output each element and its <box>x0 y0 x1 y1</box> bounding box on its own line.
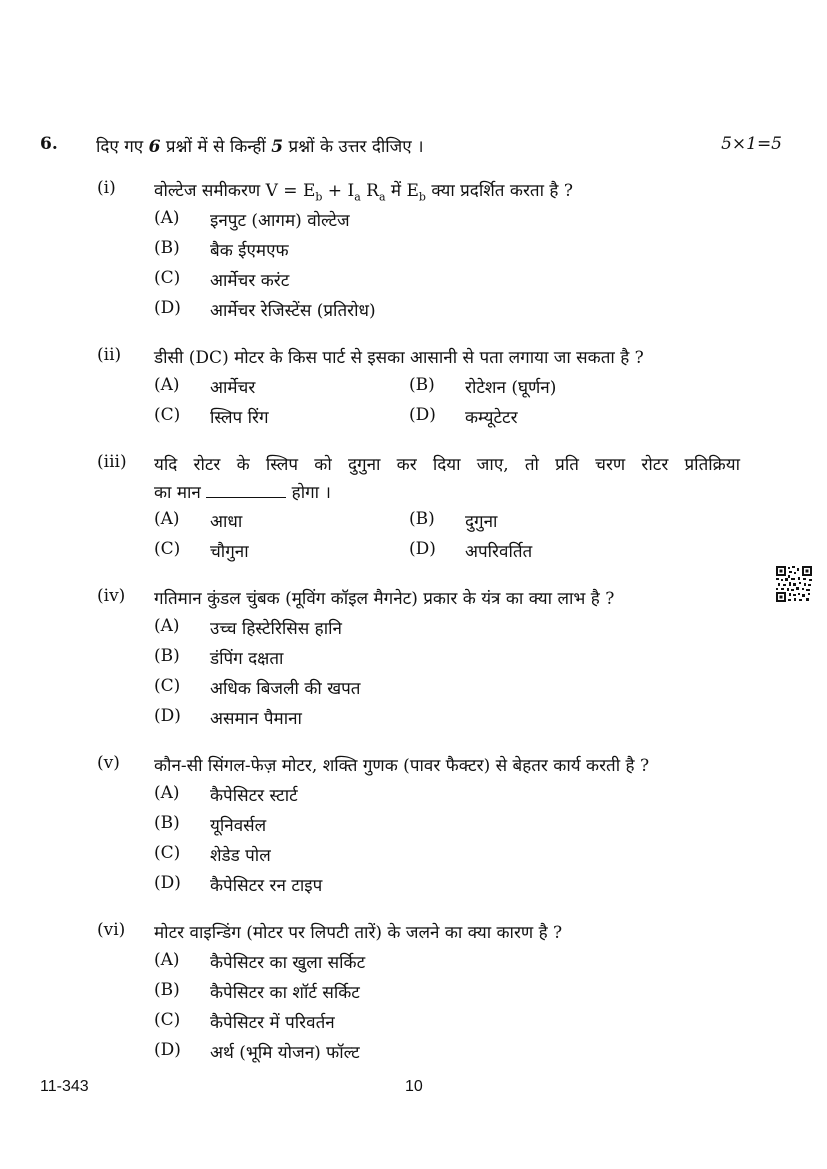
sub-question-text: डीसी (DC) मोटर के किस पार्ट से इसका आसानी से पता लगाया जा सकता है ? <box>154 348 644 368</box>
question-instruction: दिए गए 6 प्रश्नों में से किन्हीं 5 प्रश्नों के उत्तर दीजिए । <box>96 137 424 157</box>
paper-code: 11-343 <box>40 1078 89 1095</box>
sub-question-label: (iv) <box>97 586 126 606</box>
question-number: 6. <box>40 134 58 154</box>
sub-question-text: गतिमान कुंडल चुंबक (मूविंग कॉइल मैगनेट) प्रकार के यंत्र का क्या लाभ है ? <box>154 589 615 609</box>
answer-blank <box>206 497 286 498</box>
sub-question-label: (v) <box>97 753 120 773</box>
sub-question-text: यदि रोटर के स्लिप को दुगुना कर दिया जाए, तो प्रति चरण रोटर प्रतिक्रिया <box>154 455 740 475</box>
sub-question-label: (ii) <box>97 345 122 365</box>
sub-question-label: (vi) <box>97 920 126 940</box>
sub-question-text: मोटर वाइन्डिंग (मोटर पर लिपटी तारें) के जलने का क्या कारण है ? <box>154 923 563 943</box>
sub-question-text: वोल्टेज समीकरण $V = E_b + I_a$ $R_a$ में $E_b$ क्या प्रदर्शित करता है ? <box>154 181 573 204</box>
qr-code-icon <box>776 566 812 602</box>
page-number: 10 <box>405 1078 423 1095</box>
sub-question-label: (iii) <box>97 452 127 472</box>
sub-question-text: का मान होगा । <box>154 483 331 503</box>
sub-question-label: (i) <box>97 178 116 198</box>
marks-allocation: 5×1=5 <box>721 134 782 154</box>
sub-question-text: कौन-सी सिंगल-फेज़ मोटर, शक्ति गुणक (पावर फैक्टर) से बेहतर कार्य करती है ? <box>154 756 650 776</box>
